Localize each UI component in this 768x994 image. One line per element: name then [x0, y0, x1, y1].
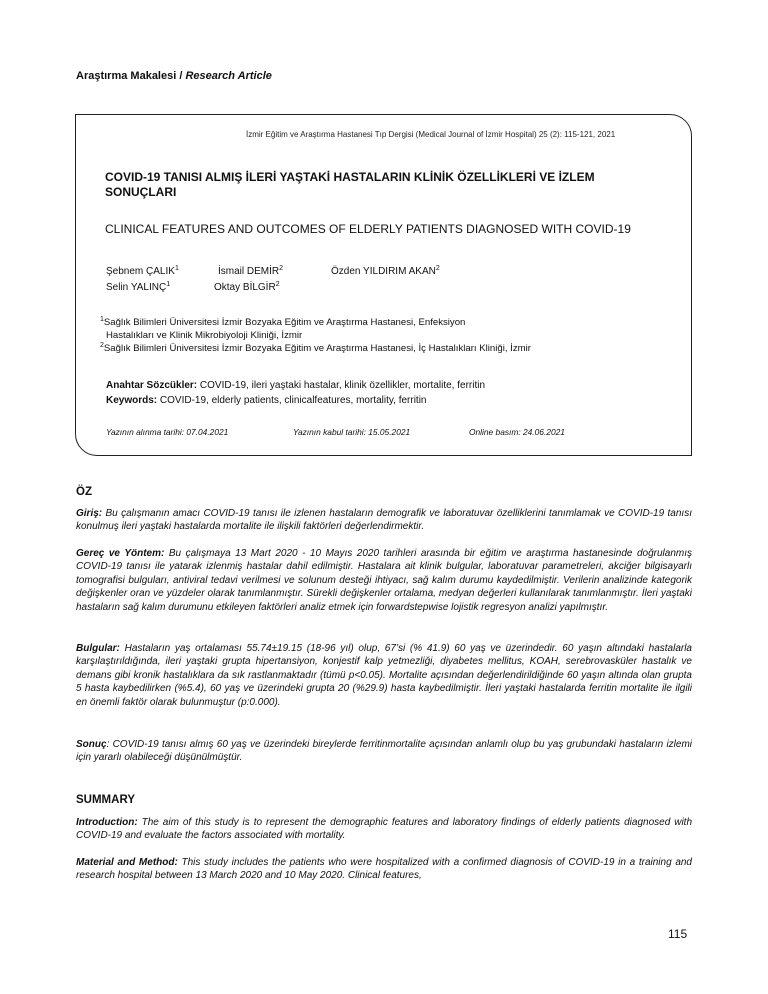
author: Özden YILDIRIM AKAN$^2$ [331, 265, 440, 277]
affiliation-1-cont: Hastalıkları ve Klinik Mikrobiyoloji Kliniği, İzmir [106, 330, 303, 341]
title-turkish: COVID-19 TANISI ALMIŞ İLERİ YAŞTAKİ HASTALARIN KLİNİK ÖZELLİKLERİ VE İZLEM SONUÇLARI [105, 170, 595, 199]
affiliation-2: $^2$Sağlık Bilimleri Üniversitesi İzmir Bozyaka Eğitim ve Araştırma Hastanesi, İç Hastalıkları Kliniği, İzmir [100, 342, 531, 354]
journal-citation: İzmir Eğitim ve Araştırma Hastanesi Tıp Dergisi (Medical Journal of İzmir Hospital) 25 (2): 115-121, 2021 [246, 130, 616, 139]
date-accepted: Yazının kabul tarihi: 15.05.2021 [293, 427, 411, 437]
keywords-tr: Anahtar Sözcükler: COVID-19, ileri yaştaki hastalar, klinik özellikler, mortalite, ferritin [106, 380, 486, 391]
keywords [106, 378, 686, 408]
oz-giris: Giriş: Bu çalışmanın amacı COVID-19 tanısı ile izlenen hastaların demografik ve laboratuvar özelliklerini tanımlamak ve COVID-19 tanısı konulmuş ileri yaştaki hastalarda mortalite ile ilişkili faktörleri değerlendirmektir. [76, 508, 692, 533]
author: Şebnem ÇALIK$^1$ [106, 265, 179, 277]
date-online: Online basım: 24.06.2021 [469, 427, 565, 437]
summary-method: Material and Method: This study includes the patients who were hospitalized with a confirmed diagnosis of COVID-19 in a training and research hospital between 13 March 2020 and 10 May 2020. Clinical features, [76, 857, 692, 882]
title-english: CLINICAL FEATURES AND OUTCOMES OF ELDERLY PATIENTS DIAGNOSED WITH COVID-19 [105, 222, 631, 236]
oz-gerec: Gereç ve Yöntem: Bu çalışmaya 13 Mart 2020 - 10 Mayıs 2020 tarihleri arasında bir eğitim ve araştırma hastanesinde doğrulanmış COVID-19 tanısı ile yatarak izlenmiş hastalar dahil edilmiştir. Hastalara ait klinik bulgular, laboratuvar parametreleri, akciğer bilgisayarlı tomografisi bulguları, antiviral tedavi verilmesi ve solunum desteği ihtiyacı, sağ kalım durumu kaydedilmiştir. Verilerin analizinde kategorik değişkenler oran ve yüzdeler olarak tanımlanmıştır. Sürekli değişkenler ortalama, medyan değerleri kullanılarak tanımlanmıştır. İleri yaştaki hastaların sağ kalım durumunu etkileyen faktörleri analiz etmek için forwardstepwise lojistik regresyon analizi yapılmıştır. [76, 548, 692, 613]
article-type [76, 70, 272, 82]
date-received: Yazının alınma tarihi: 07.04.2021 [106, 427, 229, 437]
author: Selin YALINÇ$^1$ [106, 281, 171, 293]
article-type-en: Research Article [185, 70, 272, 82]
keywords-en: Keywords: COVID-19, elderly patients, clinicalfeatures, mortality, ferritin [106, 395, 427, 406]
affiliation-1: $^1$Sağlık Bilimleri Üniversitesi İzmir Bozyaka Eğitim ve Araştırma Hastanesi, Enfeksiyon [100, 316, 466, 328]
oz-bulgular: Bulgular: Hastaların yaş ortalaması 55.74±19.15 (18-96 yıl) olup, 67’si (% 41.9) 60 yaş ve üzerindedir. 60 yaşın altındaki hastalarla karşılaştırıldığında, ileri yaştaki grupta hipertansiyon, konjestif kalp yetmezliği, diyabetes mellitus, KOAH, serebrovasküler hastalık ve demans gibi kronik hastalıklara da sık rastlanmaktadır (tümü p<0.05). Mortalite açısından değerlendirildiğinde 60 yaşın altında olan grupta 5 hasta kaybedilirken (%5.4), 60 yaş ve üzerindeki grupta 20 (%29.9) hasta kaybedilmiştir. İleri yaştaki hastalarda ferritin mortalite ile ilgili en önemli faktör olarak bulunmuştur (p:0.000). [76, 643, 692, 708]
oz-sonuc: Sonuç: COVID-19 tanısı almış 60 yaş ve üzerindeki bireylerde ferritinmortalite açısından anlamlı olup bu yaş grubundaki hastaların izlemi için yararlı olabileceği düşünülmüştür. [76, 739, 692, 764]
author: İsmail DEMİR$^2$ [218, 265, 284, 277]
page-number: 115 [668, 927, 688, 941]
summary-introduction: Introduction: The aim of this study is to represent the demographic features and laboratory findings of elderly patients diagnosed with COVID-19 and evaluate the factors associated with mortality. [76, 817, 692, 842]
oz-heading: ÖZ [76, 486, 92, 498]
summary-heading: SUMMARY [76, 794, 135, 806]
article-type-tr: Araştırma Makalesi / [76, 70, 183, 82]
affiliations [100, 316, 690, 355]
author: Oktay BİLGİR$^2$ [214, 281, 280, 293]
